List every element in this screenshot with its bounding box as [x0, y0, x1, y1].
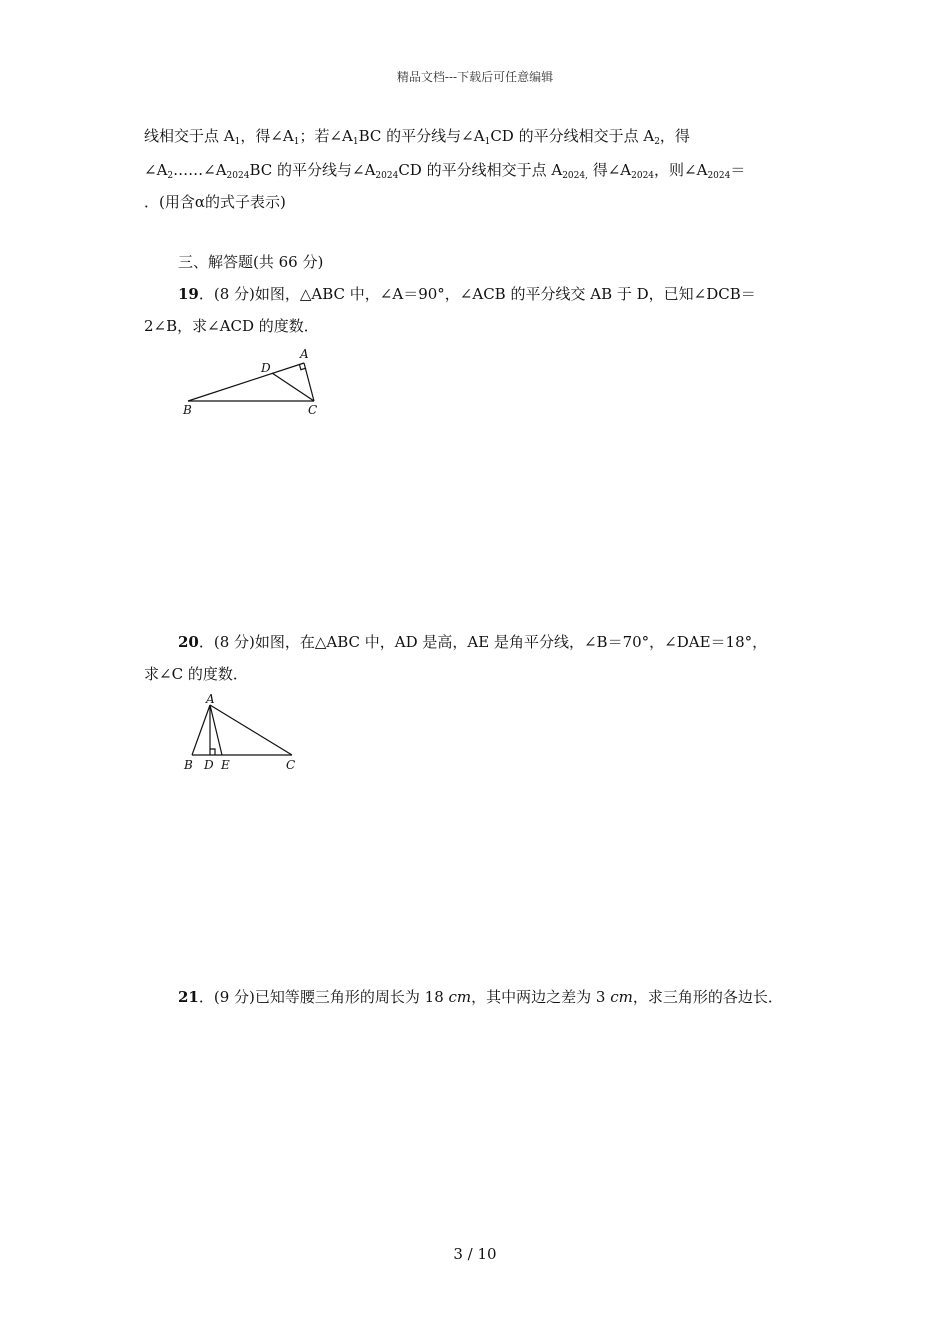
text: ，得 [659, 127, 690, 145]
label-e: E [221, 758, 230, 772]
q21-line-1 [178, 987, 783, 1007]
label-d: D [261, 361, 271, 375]
page-header: 精品文档---下载后可任意编辑 [396, 70, 554, 84]
text: 得∠A [587, 161, 632, 179]
q18-line-1 [144, 126, 690, 146]
segment-ba [188, 363, 304, 401]
subscript: 1 [234, 137, 241, 147]
question-number: 21 [178, 988, 199, 1006]
q20-line-1 [178, 632, 767, 652]
subscript: 1 [484, 137, 491, 147]
subscript: 2 [654, 137, 660, 147]
q18-line-3: ．(用含α的式子表示) [144, 193, 286, 211]
label-a: A [300, 347, 309, 361]
section-title: 三、解答题(共 66 分) [178, 253, 324, 271]
text: BC 的平分线与∠A [358, 127, 485, 145]
text: ，其中两边之差为 3 [471, 988, 611, 1006]
right-angle-mark [210, 749, 215, 755]
text: ．(8 分)如图，在△ABC 中，AD 是高，AE 是角平分线，∠B＝70°，∠DAE＝18°， [198, 633, 768, 651]
page-number: 3 / 10 [453, 1245, 497, 1263]
subscript: 2024 [226, 171, 250, 181]
text: ，得∠A [240, 127, 294, 145]
subscript: 2 [167, 171, 174, 181]
q19-line-2: 2∠B，求∠ACD 的度数． [144, 317, 319, 335]
label-c: C [286, 758, 296, 772]
text: CD 的平分线相交于点 A [398, 161, 563, 179]
text: ＝ [730, 161, 746, 179]
unit: cm [610, 988, 633, 1006]
text: ……∠A [173, 161, 227, 179]
label-b: B [183, 403, 192, 417]
text: ．(9 分)已知等腰三角形的周长为 18 [198, 988, 449, 1006]
q20-line-2: 求∠C 的度数． [144, 665, 248, 683]
label-a: A [206, 692, 215, 706]
text: ，求三角形的各边长． [632, 988, 783, 1006]
text: BC 的平分线与∠A [249, 161, 376, 179]
subscript: 2024 [707, 171, 731, 181]
text: ∠A [144, 161, 168, 179]
subscript: 2024, [562, 171, 588, 181]
text: ；若∠A [299, 127, 353, 145]
question-number: 20 [178, 633, 199, 651]
question-number: 19 [178, 285, 199, 303]
q19-line-1 [178, 284, 756, 304]
text: CD 的平分线相交于点 A [490, 127, 655, 145]
label-d: D [204, 758, 214, 772]
segment-ab [192, 705, 210, 755]
label-b: B [184, 758, 193, 772]
subscript: 1 [352, 137, 359, 147]
q18-line-2 [144, 160, 745, 180]
q19-triangle-figure [180, 344, 330, 419]
q20-triangle-figure [180, 692, 305, 774]
label-c: C [308, 403, 318, 417]
unit: cm [448, 988, 472, 1006]
segment-ae [210, 705, 222, 755]
subscript: 2024 [631, 171, 655, 181]
subscript: 1 [293, 137, 300, 147]
segment-ac [210, 705, 292, 755]
text: ，则∠A [654, 161, 708, 179]
text: ．(8 分)如图，△ABC 中，∠A＝90°，∠ACB 的平分线交 AB 于 D，已知∠DCB＝ [198, 285, 756, 303]
text: 线相交于点 A [144, 127, 235, 145]
subscript: 2024 [375, 171, 399, 181]
